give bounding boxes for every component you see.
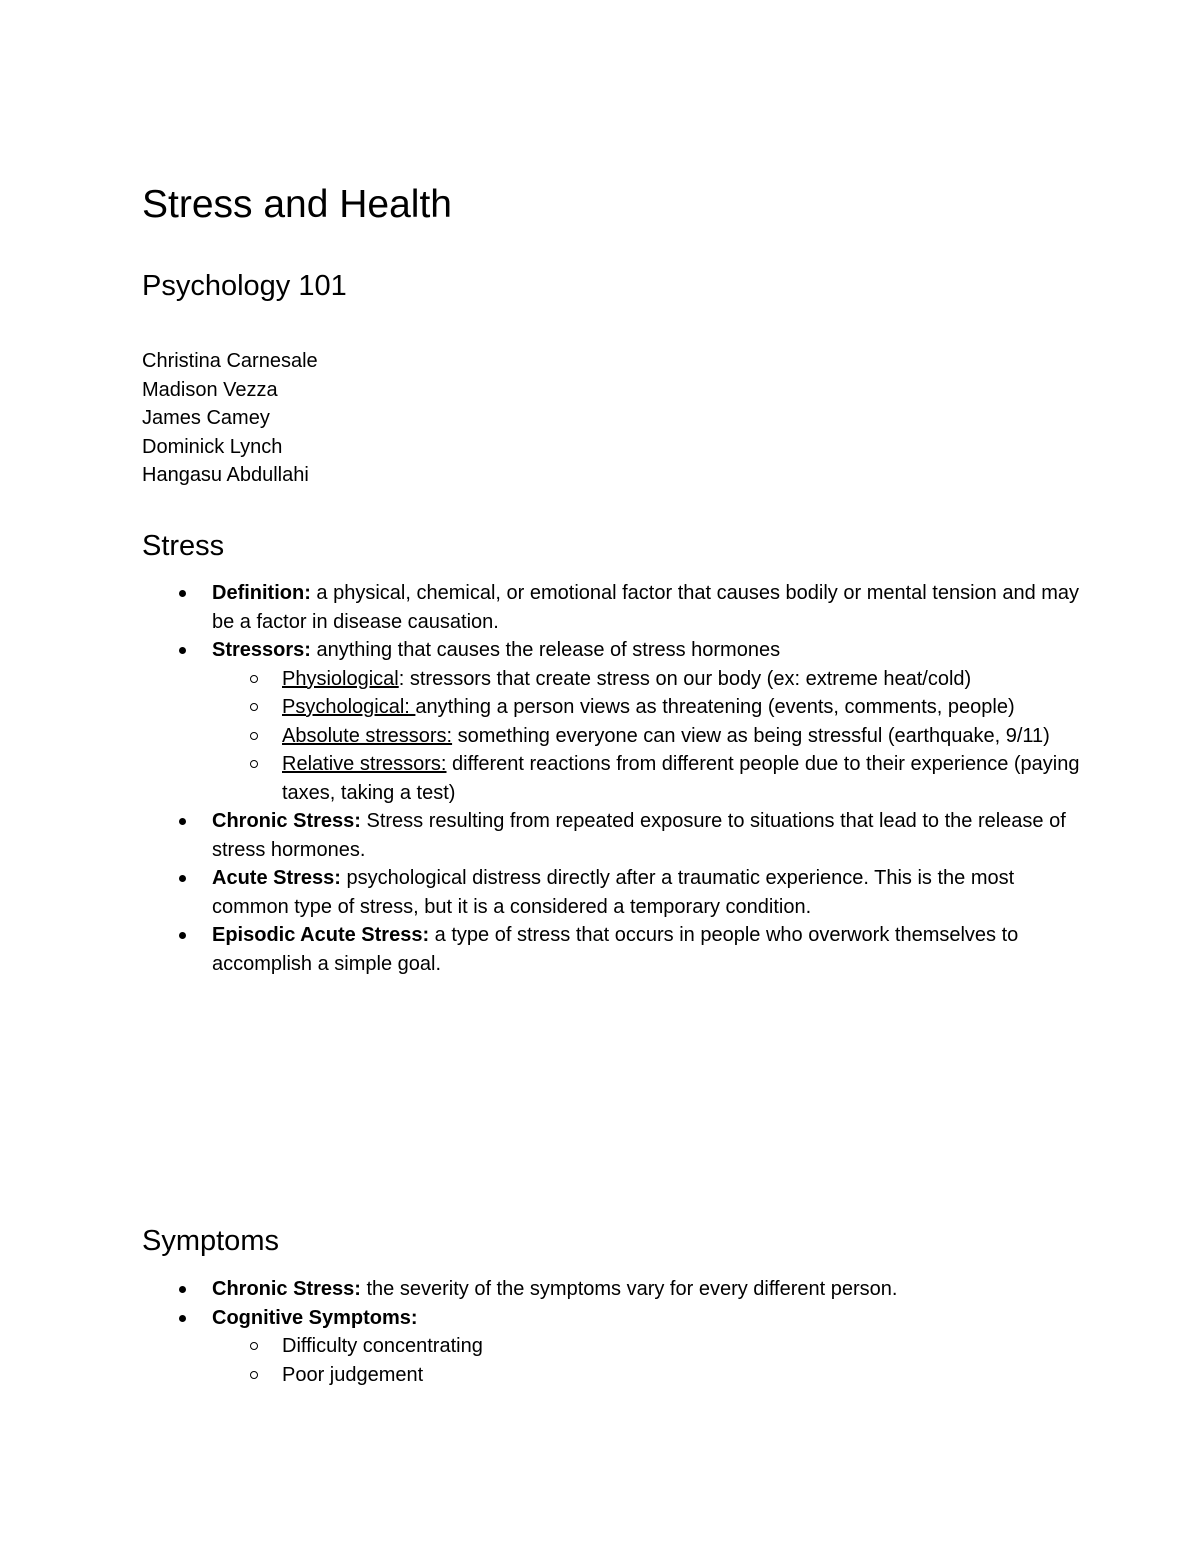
item-text: Poor judgement [282, 1363, 424, 1386]
sub-list-item [212, 693, 1082, 722]
item-term: Relative stressors: [282, 753, 447, 775]
item-term: Physiological [282, 667, 399, 690]
section-heading-stress: Stress [142, 530, 225, 562]
bullet-dot-icon [179, 875, 186, 882]
bullet-dot-icon [179, 932, 186, 939]
sub-list-item [212, 750, 1082, 807]
sub-list-item [212, 1332, 1082, 1361]
hollow-bullet-icon [250, 675, 258, 683]
author-name: Dominick Lynch [142, 435, 283, 458]
list-item [142, 864, 1082, 921]
author-name: Madison Vezza [142, 378, 278, 401]
item-term: Absolute stressors: [282, 724, 453, 747]
item-term: Definition: [212, 582, 311, 604]
bullet-dot-icon [179, 1315, 186, 1322]
author-name: Christina Carnesale [142, 350, 318, 372]
list-item [142, 1304, 1082, 1390]
author-list [142, 347, 318, 490]
item-text: psychological distress directly after a traumatic experience. This is the most common type of stress, but it is a considered a temporary condition. [212, 867, 1015, 918]
item-term: Psychological: [282, 696, 416, 718]
item-term: Cognitive Symptoms: [212, 1306, 418, 1329]
document-title: Stress and Health [142, 183, 453, 226]
item-text: anything that causes the release of stress hormones [310, 639, 781, 661]
item-text: something everyone can view as being stressful (earthquake, 9/11) [452, 724, 1050, 747]
list-item [142, 579, 1082, 636]
sub-list-item [212, 1361, 1082, 1390]
item-term: Chronic Stress: [212, 1278, 361, 1300]
document-subtitle: Psychology 101 [142, 270, 347, 302]
item-text: a physical, chemical, or emotional factor that causes bodily or mental tension and may be a factor in disease causation. [212, 582, 1080, 633]
sub-bullet-list [142, 665, 1082, 808]
hollow-bullet-icon [250, 703, 258, 711]
list-item [142, 636, 1082, 807]
hollow-bullet-icon [250, 732, 258, 740]
item-text: Difficulty concentrating [282, 1335, 483, 1357]
item-text: : stressors that create stress on our body (ex: extreme heat/cold) [398, 667, 972, 690]
item-term: Acute Stress: [212, 867, 341, 889]
hollow-bullet-icon [250, 760, 258, 768]
item-term: Chronic Stress: [212, 810, 361, 832]
symptoms-bullet-list [142, 1275, 1082, 1389]
author-name: Hangasu Abdullahi [142, 464, 309, 486]
list-item [142, 1275, 1082, 1304]
item-text: Stress resulting from repeated exposure to situations that lead to the release of stress hormones. [212, 810, 1066, 861]
list-item [142, 807, 1082, 864]
sub-bullet-list [142, 1332, 1082, 1389]
list-item [142, 921, 1082, 978]
author-name: James Camey [142, 407, 270, 429]
sub-list-item [212, 722, 1082, 751]
bullet-dot-icon [179, 818, 186, 825]
hollow-bullet-icon [250, 1371, 258, 1379]
item-text: anything a person views as threatening (events, comments, people) [415, 696, 1015, 718]
item-text: a type of stress that occurs in people who overwork themselves to accomplish a simple goal. [212, 924, 1019, 975]
hollow-bullet-icon [250, 1342, 258, 1350]
stress-bullet-list [142, 579, 1082, 978]
item-text: the severity of the symptoms vary for every different person. [360, 1278, 898, 1300]
bullet-dot-icon [179, 590, 186, 597]
section-heading-symptoms: Symptoms [142, 1225, 279, 1257]
item-term: Episodic Acute Stress: [212, 924, 430, 946]
item-term: Stressors: [212, 639, 311, 661]
sub-list-item [212, 665, 1082, 694]
item-text: different reactions from different people due to their experience (paying taxes, taking a test) [282, 753, 1080, 804]
bullet-dot-icon [179, 647, 186, 654]
bullet-dot-icon [179, 1286, 186, 1293]
